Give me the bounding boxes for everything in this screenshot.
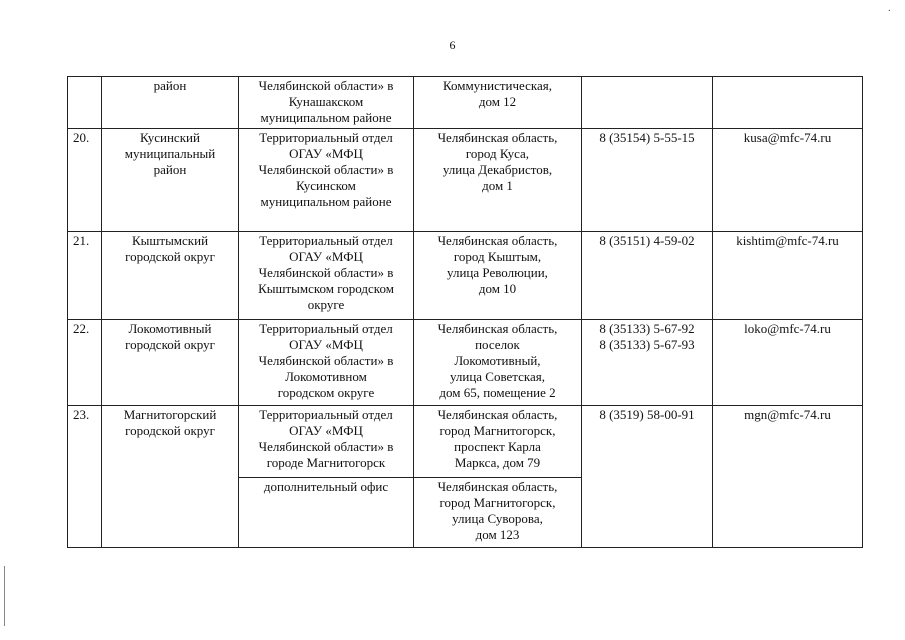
row-number: 22.: [68, 320, 102, 406]
municipality-cell: Локомотивный городской округ: [102, 320, 239, 406]
table-row: [68, 406, 863, 478]
municipality-cell: район: [102, 77, 239, 129]
address-cell: Челябинская область, поселок Локомотивный, улица Советская, дом 65, помещение 2: [414, 320, 582, 406]
municipality-cell: Кусинский муниципальный район: [102, 129, 239, 232]
phone-cell: 8 (35154) 5-55-15: [582, 129, 713, 232]
table-row: [68, 77, 863, 129]
phone-cell: 8 (35133) 5-67-92 8 (35133) 5-67-93: [582, 320, 713, 406]
scan-edge-mark: [4, 566, 5, 626]
department-cell: Территориальный отдел ОГАУ «МФЦ Челябинской области» в Локомотивном городском округе: [239, 320, 414, 406]
additional-office-cell: дополнительный офис: [239, 478, 414, 548]
department-cell: Территориальный отдел ОГАУ «МФЦ Челябинской области» в Кыштымском городском округе: [239, 232, 414, 320]
municipality-cell: Кыштымский городской округ: [102, 232, 239, 320]
phone-cell: 8 (3519) 58-00-91: [582, 406, 713, 548]
address-cell: Челябинская область, город Куса, улица Декабристов, дом 1: [414, 129, 582, 232]
email-cell: [713, 77, 863, 129]
department-cell: Территориальный отдел ОГАУ «МФЦ Челябинской области» в Кусинском муниципальном районе: [239, 129, 414, 232]
phone-cell: 8 (35151) 4-59-02: [582, 232, 713, 320]
page-number: 6: [449, 38, 456, 52]
email-cell: mgn@mfc-74.ru: [713, 406, 863, 548]
address-cell: Челябинская область, город Магнитогорск, проспект Карла Маркса, дом 79: [414, 406, 582, 478]
table-row: [68, 232, 863, 320]
corner-mark: ·: [887, 6, 891, 17]
table-row: [68, 320, 863, 406]
municipality-cell: Магнитогорский городской округ: [102, 406, 239, 548]
row-number: 20.: [68, 129, 102, 232]
department-cell: Челябинской области» в Кунашакском муниципальном районе: [239, 77, 414, 129]
row-number: [68, 77, 102, 129]
address-cell: Коммунистическая, дом 12: [414, 77, 582, 129]
row-number: 23.: [68, 406, 102, 548]
table-row: [68, 129, 863, 232]
mfc-offices-table: [67, 76, 863, 548]
department-cell: Территориальный отдел ОГАУ «МФЦ Челябинской области» в городе Магнитогорск: [239, 406, 414, 478]
email-cell: loko@mfc-74.ru: [713, 320, 863, 406]
phone-cell: [582, 77, 713, 129]
address-cell: Челябинская область, город Магнитогорск, улица Суворова, дом 123: [414, 478, 582, 548]
email-cell: kusa@mfc-74.ru: [713, 129, 863, 232]
address-cell: Челябинская область, город Кыштым, улица Революции, дом 10: [414, 232, 582, 320]
email-cell: kishtim@mfc-74.ru: [713, 232, 863, 320]
row-number: 21.: [68, 232, 102, 320]
